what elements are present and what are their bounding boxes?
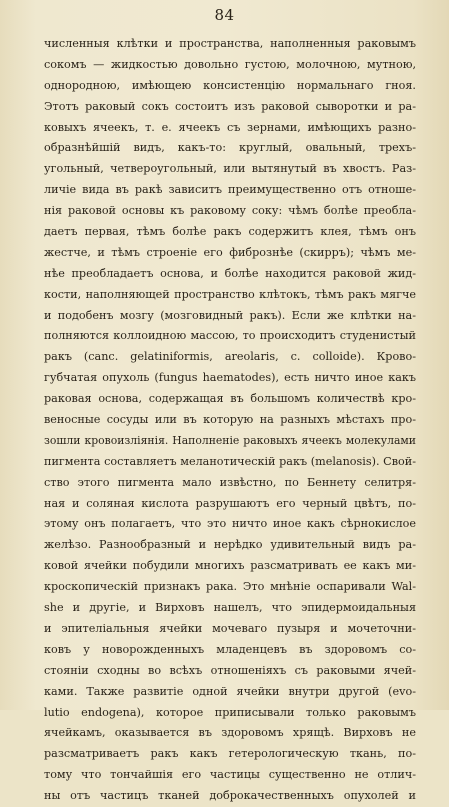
text-line: нія раковой основы къ раковому соку: чѣмъ болѣе преобла- [44,204,416,218]
text-line: полняются коллоидною массою, то происходитъ студенистый [44,329,416,343]
text-line: губчатая опухоль (fungus haematodes), есть ничто иное какъ [44,371,416,385]
text-line: зошли кровоизліянія. Наполненіе раковыхъ ячеекъ молекулами [44,433,416,447]
text-line: ракъ (canc. gelatiniformis, areolaris, с. colloide). Крово- [44,350,416,364]
text-line: ство этого пигмента мало извѣстно, по Беннету селитря- [44,475,416,489]
text-line: веносные сосуды или въ которую на разныхъ мѣстахъ про- [44,413,416,427]
text-line: желѣзо. Разнообразный и нерѣдко удивительный видъ ра- [44,538,416,552]
body-text [44,34,416,807]
text-line: угольный, четвероугольный, или вытянутый въ хвостъ. Раз- [44,162,416,176]
text-line: и подобенъ мозгу (мозговидный ракъ). Если же клѣтки на- [44,308,416,322]
text-line: личіе вида въ ракѣ зависитъ преимущественно отъ отноше- [44,183,416,197]
text-line: разсматриваетъ ракъ какъ гетерологическую ткань, по- [44,747,416,761]
text-line: сокомъ — жидкостью довольно густою, молочною, мутною, [44,57,416,71]
text-line: и эпителіальныя ячейки мочеваго пузыря и мочеточни- [44,621,416,635]
text-line: пигмента составляетъ меланотическій ракъ (melanosis). Свой- [44,454,416,468]
text-line: однородною, имѣющею консистенцію нормальнаго гноя. [44,78,416,92]
text-line: даетъ первая, тѣмъ болѣе ракъ содержитъ клея, тѣмъ онъ [44,225,416,239]
text-line: ячейкамъ, оказывается въ здоровомъ хрящѣ. Вирховъ не [44,726,416,740]
text-line: этому онъ полагаетъ, что это ничто иное какъ сѣрнокислое [44,517,416,531]
text-line: раковая основа, содержащая въ большомъ количествѣ кро- [44,392,416,406]
text-line: she и другіе, и Вирховъ нашелъ, что эпидермоидальныя [44,601,416,615]
text-line: жестче, и тѣмъ строеніе его фибрознѣе (скирръ); чѣмъ ме- [44,245,416,259]
text-line: образнѣйшій видъ, какъ-то: круглый, овальный, трехъ- [44,141,416,155]
page-number: 84 [214,6,235,24]
text-line: ковой ячейки побудили многихъ разсматривать ее какъ ми- [44,559,416,573]
text-line: ковыхъ ячеекъ, т. е. ячеекъ съ зернами, имѣющихъ разно- [44,120,416,134]
text-line: нѣе преобладаетъ основа, и болѣе находится раковой жид- [44,266,416,280]
text-line: ками. Также развитіе одной ячейки внутри другой (evo- [44,684,416,698]
text-line: кроскопическій признакъ рака. Это мнѣніе оспаривали Wal- [44,580,416,594]
text-line: lutio endogena), которое приписывали только раковымъ [44,705,416,719]
text-line: стояніи сходны во всѣхъ отношеніяхъ съ раковыми ячей- [44,663,416,677]
text-line: ны отъ частицъ тканей доброкачественныхъ опухолей и [44,789,416,803]
text-line: тому что тончайшія его частицы существенно не отлич- [44,768,416,782]
text-line: ная и соляная кислота разрушаютъ его черный цвѣтъ, по- [44,496,416,510]
text-line: Этотъ раковый сокъ состоитъ изъ раковой сыворотки и ра- [44,99,416,113]
text-line: кости, наполняющей пространство клѣтокъ, тѣмъ ракъ мягче [44,287,416,301]
text-line: численныя клѣтки и пространства, наполненныя раковымъ [44,37,416,50]
text-line: ковъ у новорожденныхъ младенцевъ въ здоровомъ со- [44,642,416,656]
